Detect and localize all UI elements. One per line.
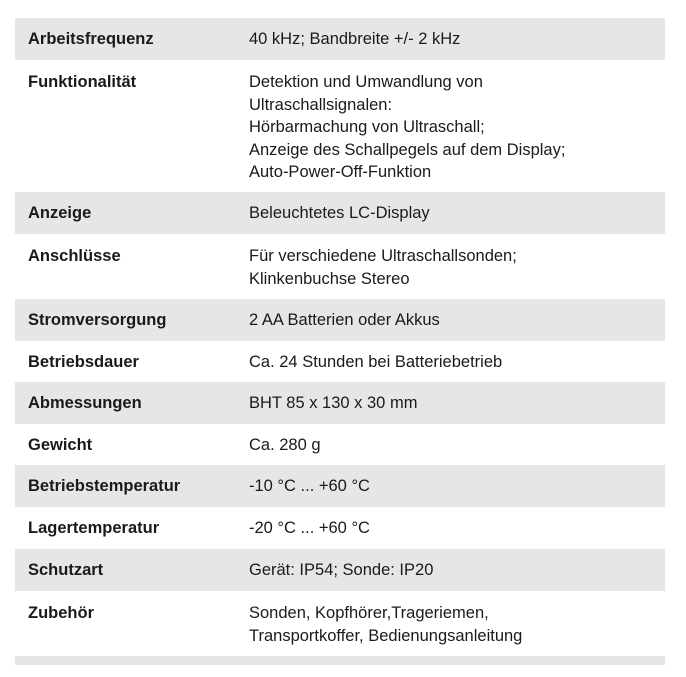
spec-table (15, 18, 665, 656)
spec-row-zubehoer (15, 591, 665, 656)
spec-label: Betriebsdauer (28, 353, 139, 371)
spec-row-gewicht (15, 424, 665, 465)
spec-value (249, 351, 665, 374)
spec-value (249, 517, 665, 540)
spec-value-line: Ca. 24 Stunden bei Batteriebetrieb (249, 353, 503, 371)
spec-value (249, 602, 665, 647)
spec-label: Abmessungen (28, 394, 142, 412)
spec-row-anzeige (15, 192, 665, 234)
spec-label: Stromversorgung (28, 311, 167, 329)
spec-value-line: BHT 85 x 130 x 30 mm (249, 394, 418, 412)
spec-label: Zubehör (28, 604, 94, 622)
spec-label: Arbeitsfrequenz (28, 30, 154, 48)
spec-row-schutzart (15, 549, 665, 591)
spec-label: Funktionalität (28, 73, 137, 91)
spec-value (249, 309, 665, 332)
spec-value-line: Ca. 280 g (249, 436, 321, 454)
spec-value (249, 28, 665, 51)
spec-value-line: Transportkoffer, Bedienungsanleitung (249, 626, 523, 645)
spec-value (249, 475, 665, 498)
spec-value-line: 2 AA Batterien oder Akkus (249, 311, 440, 329)
spec-value (249, 202, 665, 225)
spec-label: Anschlüsse (28, 247, 121, 265)
spec-value-line: Beleuchtetes LC-Display (249, 204, 430, 222)
spec-label: Lagertemperatur (28, 519, 160, 537)
spec-value-line: Hörbarmachung von Ultraschall; (249, 118, 485, 136)
spec-value-line: Auto-Power-Off-Funktion (249, 163, 432, 181)
spec-row-anschluesse (15, 234, 665, 299)
spec-row-abmessungen (15, 382, 665, 424)
spec-value-line: Sonden, Kopfhörer,Trageriemen, (249, 604, 489, 622)
spec-value-line: -20 °C ... +60 °C (249, 519, 370, 537)
spec-value (249, 245, 665, 290)
spec-row-betriebsdauer (15, 341, 665, 382)
spec-value-line: Gerät: IP54; Sonde: IP20 (249, 561, 434, 579)
spec-value-line: Ultraschallsignalen: (249, 95, 393, 114)
spec-row-funktionalitaet (15, 60, 665, 192)
spec-row-betriebstemperatur (15, 465, 665, 507)
spec-value-line: Klinkenbuchse Stereo (249, 269, 410, 288)
spec-value (249, 71, 665, 184)
spec-value-line: Anzeige des Schallpegels auf dem Display; (249, 140, 566, 159)
table-bottom-rule (15, 656, 665, 665)
spec-label: Betriebstemperatur (28, 477, 181, 495)
spec-value-line: 40 kHz; Bandbreite +/- 2 kHz (249, 30, 461, 48)
spec-label: Gewicht (28, 436, 93, 454)
spec-row-stromversorgung (15, 299, 665, 341)
spec-value (249, 434, 665, 457)
spec-value-line: Für verschiedene Ultraschallsonden; (249, 247, 517, 265)
spec-label: Schutzart (28, 561, 104, 579)
spec-value-line: Detektion und Umwandlung von (249, 73, 483, 91)
spec-value (249, 559, 665, 582)
spec-value (249, 392, 665, 415)
spec-row-lagertemperatur (15, 507, 665, 549)
spec-row-arbeitsfrequenz (15, 18, 665, 60)
spec-value-line: -10 °C ... +60 °C (249, 477, 370, 495)
spec-label: Anzeige (28, 204, 92, 222)
